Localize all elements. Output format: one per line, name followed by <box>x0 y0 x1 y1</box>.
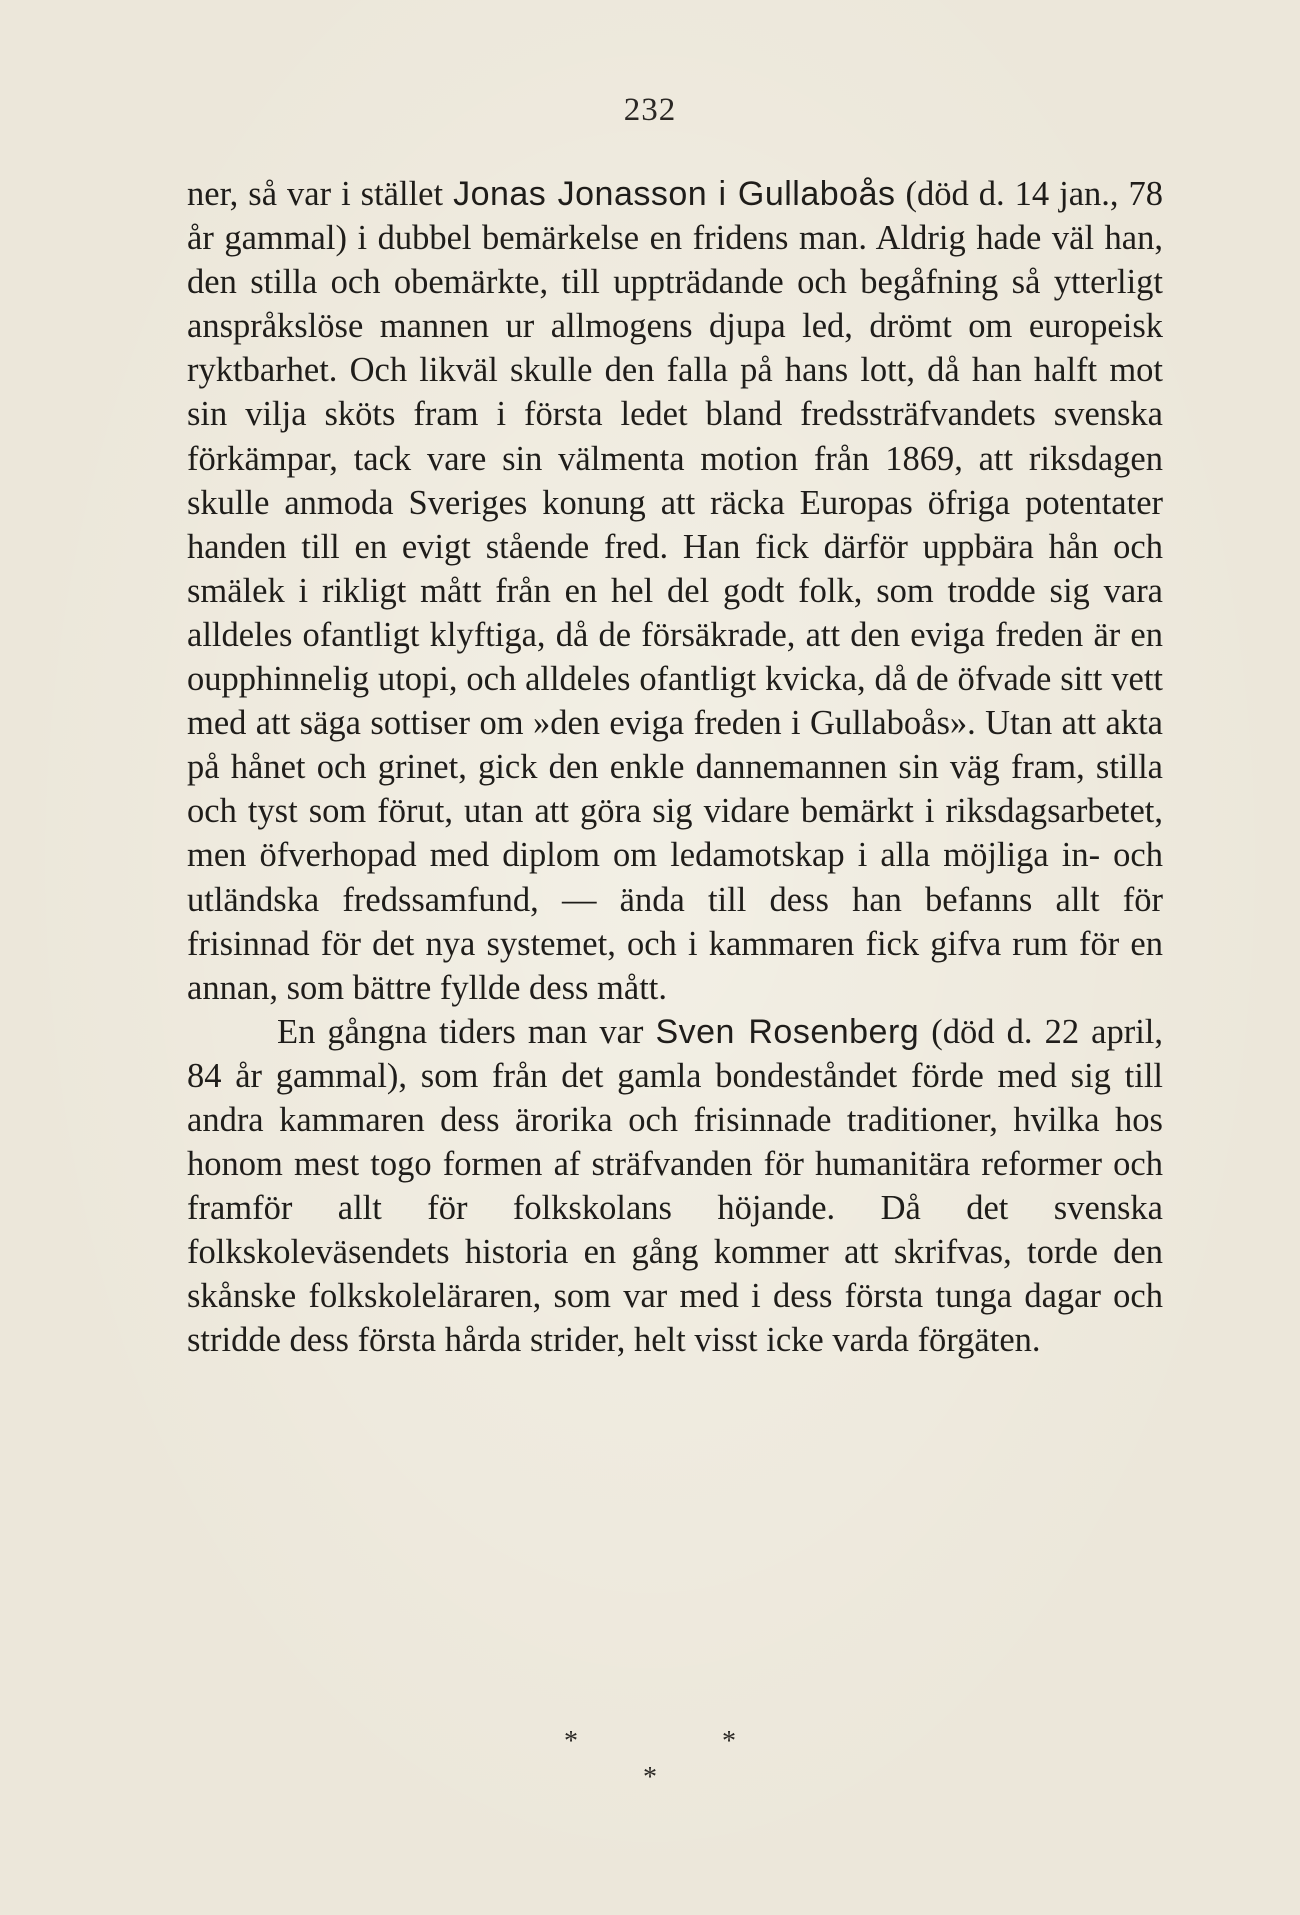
section-break-asterism <box>0 1726 1300 1758</box>
section-break-asterism-bottom <box>0 1762 1300 1794</box>
person-name-sven-rosenberg: Sven Rosenberg <box>655 1012 920 1051</box>
body-text <box>187 172 1163 1363</box>
text-segment: (död d. 22 april, 84 år gammal), som från det gamla bondeståndet förde med sig till andra kammaren dess ärorika och frisinnade traditioner, hvilka hos honom mest togo formen af sträfvanden för humanitära reformer och framför allt för folkskolans höjande. Då det svenska folkskoleväsendets historia en gång kommer att skrifvas, torde den skånske folkskoleläraren, som var med i dess första tunga dagar och stridde dess första hårda strider, helt visst icke varda förgäten. <box>187 1012 1163 1360</box>
person-name-jonas-jonasson: Jonas Jonasson i Gullaboås <box>453 175 896 213</box>
text-segment: En gångna tiders man var <box>277 1012 656 1051</box>
asterisk-right: * <box>722 1726 736 1757</box>
paragraph-sven-rosenberg <box>187 1010 1163 1363</box>
paragraph-jonas-jonasson <box>187 172 1163 1010</box>
page-number: 232 <box>623 92 677 128</box>
asterisk-bottom: * <box>643 1762 657 1793</box>
text-segment: (död d. 14 jan., 78 år gammal) i dubbel bemärkelse en fridens man. Aldrig hade väl han, den stilla och obemärkte, till uppträdande och begåfning så ytterligt anspråkslöse mannen ur allmogens djupa led, drömt om europeisk ryktbarhet. Och likväl skulle den falla på hans lott, då han halft mot sin vilja sköts fram i första ledet bland fredssträfvandets svenska förkämpar, tack vare sin välmenta motion från 1869, att riksdagen skulle anmoda Sveriges konung att räcka Europas öfriga potentater handen till en evigt stående fred. Han fick därför uppbära hån och smälek i rikligt mått från en hel del godt folk, som trodde sig vara alldeles ofantligt klyftiga, då de försäkrade, att den eviga freden är en oupphinnelig utopi, och alldeles ofantligt kvicka, då de öfvade sitt vett med att säga sottiser om »den eviga freden i Gullaboås». Utan att akta på hånet och grinet, gick den enkle dannemannen sin väg fram, stilla och tyst som förut, utan att göra sig vidare bemärkt i riksdagsarbetet, men öfverhopad med diplom om ledamotskap i alla möjliga in- och utländska fredssamfund, — ända till dess han befanns allt för frisinnad för det nya systemet, och i kammaren fick gifva rum för en annan, som bättre fyllde dess mått. <box>187 175 1164 1007</box>
text-segment: ner, så var i stället <box>187 175 454 213</box>
asterisk-left: * <box>564 1726 578 1757</box>
